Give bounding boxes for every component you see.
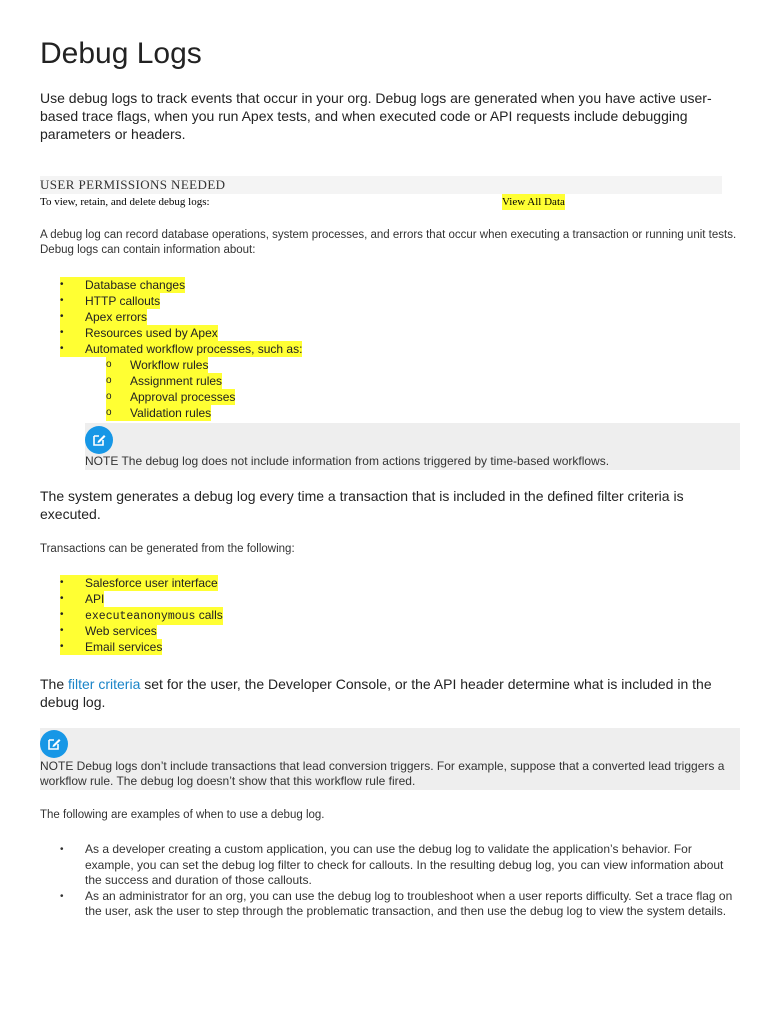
bullet: •: [60, 623, 85, 639]
list-item-text: Salesforce user interface: [85, 576, 218, 590]
bullet: •: [60, 639, 85, 655]
examples-list: [40, 842, 740, 920]
list-item-text: API: [85, 592, 105, 606]
list-item: [40, 889, 740, 920]
permission-label: To view, retain, and delete debug logs:: [40, 196, 210, 208]
note-box: [40, 728, 740, 790]
list-item-text: Database changes: [85, 278, 186, 292]
permissions-row: [40, 194, 722, 210]
sub-list-item-text: Workflow rules: [130, 358, 209, 372]
bullet: •: [60, 325, 85, 341]
sub-bullet: o: [106, 389, 130, 405]
bullet: •: [60, 293, 85, 309]
permissions-table: [40, 176, 722, 210]
bullet: •: [60, 277, 85, 293]
page-title: Debug Logs: [40, 37, 202, 70]
bullet: •: [60, 575, 85, 591]
list-item-text: Email services: [85, 640, 163, 654]
list-item: [40, 842, 740, 889]
sub-list-item-text: Validation rules: [130, 406, 212, 420]
note-edit-icon: [85, 426, 113, 454]
filter-text-before: The: [40, 676, 69, 692]
permissions-header: USER PERMISSIONS NEEDED: [40, 176, 722, 194]
filter-paragraph: [40, 675, 740, 711]
generate-paragraph: The system generates a debug log every time a transaction that is included in the defined filter criteria is executed.: [40, 488, 684, 522]
intro-paragraph: Use debug logs to track events that occur in your org. Debug logs are generated when you have active user-based trace flags, when you run Apex tests, and when executed code or API requests include debugging parameters or headers.: [40, 90, 712, 142]
record-paragraph: A debug log can record database operations, system processes, and errors that occur when executing a transaction or running unit tests. Debug logs can contain information about:: [40, 229, 737, 256]
bullet: •: [60, 341, 85, 357]
note-text: NOTE The debug log does not include information from actions triggered by time-based workflows.: [85, 454, 610, 468]
sub-bullet: o: [106, 405, 130, 421]
list-item-text: As a developer creating a custom application, you can use the debug log to validate the application’s behavior. For example, you can set the debug log filter to check for callouts. In the resulting debug log, you can view information about the success and duration of those callouts.: [85, 842, 724, 887]
list-item-suffix: calls: [195, 608, 223, 622]
code-text: executeanonymous: [85, 610, 196, 623]
bullet: •: [60, 844, 64, 855]
list-item-text: HTTP callouts: [85, 294, 161, 308]
list-item-text: Automated workflow processes, such as:: [85, 342, 303, 356]
filter-criteria-link[interactable]: filter criteria: [68, 676, 141, 692]
sub-bullet: o: [106, 357, 130, 373]
note-box: [85, 423, 740, 470]
filter-text-after: set for the user, the Developer Console, or the API header determine what is included in the debug log.: [40, 676, 712, 710]
bullet: •: [60, 591, 85, 607]
bullet: •: [60, 890, 64, 902]
note-text: NOTE Debug logs don’t include transactions that lead conversion triggers. For example, suppose that a converted lead triggers a workflow rule. The debug log doesn’t show that this workflow rule fired.: [40, 759, 725, 788]
sub-list-item-text: Assignment rules: [130, 374, 223, 388]
bullet: •: [60, 309, 85, 325]
transactions-paragraph: Transactions can be generated from the following:: [40, 543, 295, 555]
sub-bullet: o: [106, 373, 130, 389]
sub-list-item-text: Approval processes: [130, 390, 236, 404]
examples-paragraph: The following are examples of when to use a debug log.: [40, 809, 325, 821]
note-edit-icon: [40, 730, 68, 758]
list-item-text: Apex errors: [85, 310, 148, 324]
list-item-text: Resources used by Apex: [85, 326, 218, 340]
bullet: •: [60, 607, 85, 623]
list-item-text: Web services: [85, 624, 157, 638]
permission-value: View All Data: [502, 196, 565, 208]
list-item-text: As an administrator for an org, you can use the debug log to troubleshoot when a user reports difficulty. Set a trace flag on the user, ask the user to step through the problematic transaction, and then use the debug log to view the system details.: [85, 888, 733, 918]
